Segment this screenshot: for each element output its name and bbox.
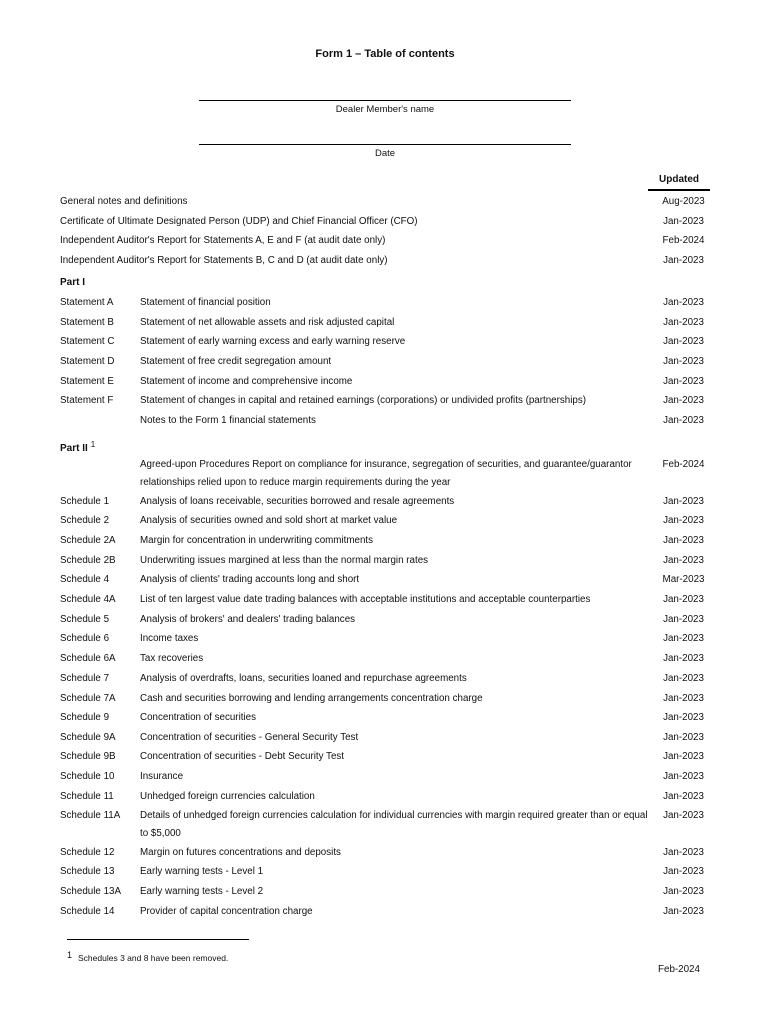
- toc-row-date: Jan-2023: [663, 906, 704, 917]
- toc-row-code: Statement B: [60, 317, 114, 328]
- toc-row-code: Schedule 6A: [60, 653, 116, 664]
- toc-row-code: Schedule 7: [60, 673, 110, 684]
- toc-row-code: Statement F: [60, 395, 114, 406]
- toc-row-date: Jan-2023: [663, 732, 704, 743]
- footer-date: Feb-2024: [658, 964, 700, 975]
- toc-row-date: Jan-2023: [663, 771, 704, 782]
- toc-row-desc: Details of unhedged foreign currencies calculation for individual currencies with margin required greater than or equal to $5,000: [140, 810, 648, 839]
- toc-row-code: Schedule 13A: [60, 886, 122, 897]
- toc-row-desc: Analysis of clients' trading accounts long and short: [140, 574, 360, 585]
- toc-row-date: Jan-2023: [663, 216, 704, 227]
- toc-row-code: Statement A: [60, 297, 114, 308]
- toc-row-date: Feb-2024: [662, 235, 705, 246]
- toc-row-date: Jan-2023: [663, 791, 704, 802]
- toc-row-desc: Unhedged foreign currencies calculation: [140, 791, 315, 802]
- toc-row-date: Jan-2023: [663, 317, 704, 328]
- toc-row-date: Jan-2023: [663, 535, 704, 546]
- toc-row-date: Aug-2023: [662, 196, 705, 207]
- toc-row-date: Jan-2023: [663, 356, 704, 367]
- toc-row-code: Schedule 12: [60, 847, 115, 858]
- toc-row-code: Schedule 11A: [60, 810, 121, 821]
- toc-row-date: Jan-2023: [663, 866, 704, 877]
- toc-row-code: Statement E: [60, 376, 114, 387]
- toc-row-code: Schedule 6: [60, 633, 110, 644]
- footnote-mark: 1: [67, 950, 73, 960]
- toc-row-code: Schedule 1: [60, 496, 110, 507]
- toc-row-text: Independent Auditor's Report for Statements B, C and D (at audit date only): [60, 255, 388, 266]
- toc-row-text: General notes and definitions: [60, 196, 188, 207]
- toc-row-code: Schedule 5: [60, 614, 110, 625]
- toc-row-desc: Margin on futures concentrations and deposits: [140, 847, 341, 858]
- toc-row-date: Jan-2023: [663, 751, 704, 762]
- toc-row-code: Schedule 2B: [60, 555, 116, 566]
- part-1-label: Part I: [60, 277, 86, 288]
- toc-row-date: Jan-2023: [663, 847, 704, 858]
- toc-row-code: Schedule 7A: [60, 693, 116, 704]
- toc-row-date: Jan-2023: [663, 673, 704, 684]
- toc-row-desc: Concentration of securities - Debt Security Test: [140, 751, 345, 762]
- toc-row-desc: Concentration of securities - General Security Test: [140, 732, 359, 743]
- toc-row-date: Jan-2023: [663, 886, 704, 897]
- toc-row-desc: Statement of changes in capital and retained earnings (corporations) or undivided profits (partnerships): [140, 395, 587, 406]
- toc-row-code: Schedule 9A: [60, 732, 116, 743]
- toc-row-code: Schedule 4A: [60, 594, 116, 605]
- toc-row-date: Jan-2023: [663, 415, 704, 426]
- toc-row-date: Jan-2023: [663, 614, 704, 625]
- toc-row-date: Jan-2023: [663, 376, 704, 387]
- toc-row-text: Independent Auditor's Report for Statements A, E and F (at audit date only): [60, 235, 386, 246]
- toc-row-code: Schedule 11: [60, 791, 114, 802]
- toc-row-desc: Concentration of securities: [140, 712, 256, 723]
- toc-row-desc: Early warning tests - Level 2: [140, 886, 264, 897]
- toc-row-code: Schedule 9B: [60, 751, 116, 762]
- toc-row-desc: Analysis of brokers' and dealers' trading balances: [140, 614, 356, 625]
- toc-row-date: Jan-2023: [663, 633, 704, 644]
- date-label: Date: [374, 148, 396, 159]
- toc-row-desc: Margin for concentration in underwriting commitments: [140, 535, 374, 546]
- toc-row-desc: List of ten largest value date trading balances with acceptable institutions and acceptable counterparties: [140, 594, 591, 605]
- footnote-ref: 1: [90, 440, 96, 449]
- toc-row-desc: Early warning tests - Level 1: [140, 866, 264, 877]
- toc-row-desc: Underwriting issues margined at less than the normal margin rates: [140, 555, 429, 566]
- toc-row-desc: Tax recoveries: [140, 653, 204, 664]
- toc-row-desc: Cash and securities borrowing and lending arrangements concentration charge: [140, 693, 483, 704]
- toc-row-desc: Analysis of overdrafts, loans, securities loaned and repurchase agreements: [140, 673, 467, 684]
- toc-row-date: Jan-2023: [663, 255, 704, 266]
- toc-row-code: Schedule 4: [60, 574, 110, 585]
- toc-row-date: Jan-2023: [663, 515, 704, 526]
- toc-row-code: Schedule 2: [60, 515, 110, 526]
- toc-row-code: Schedule 14: [60, 906, 115, 917]
- toc-row-desc: Income taxes: [140, 633, 199, 644]
- updated-column-header: Updated: [648, 174, 710, 191]
- toc-row-date: Jan-2023: [663, 653, 704, 664]
- footnote-separator: [67, 939, 249, 940]
- toc-row-desc: Provider of capital concentration charge: [140, 906, 313, 917]
- footnote: [67, 950, 228, 963]
- toc-row-desc: Insurance: [140, 771, 184, 782]
- toc-row-date: Jan-2023: [663, 555, 704, 566]
- toc-row-date: Jan-2023: [663, 336, 704, 347]
- toc-row-code: Schedule 10: [60, 771, 115, 782]
- toc-row-date: Jan-2023: [663, 810, 704, 821]
- toc-row-code: Schedule 9: [60, 712, 110, 723]
- page-title: Form 1 – Table of contents: [315, 48, 455, 60]
- toc-row-date: Jan-2023: [663, 712, 704, 723]
- toc-row-date: Jan-2023: [663, 395, 704, 406]
- footnote-text: Schedules 3 and 8 have been removed.: [78, 953, 229, 963]
- toc-row-code: Schedule 13: [60, 866, 115, 877]
- part-2-heading: [60, 436, 95, 458]
- part-1-heading: [60, 274, 85, 292]
- toc-row-code: Statement D: [60, 356, 115, 367]
- toc-row-desc: Analysis of securities owned and sold short at market value: [140, 515, 398, 526]
- toc-row-desc: Statement of free credit segregation amount: [140, 356, 332, 367]
- toc-row-date: Jan-2023: [663, 594, 704, 605]
- toc-row-desc: Agreed-upon Procedures Report on compliance for insurance, segregation of securities, and guarantee/guarantor relationships relied upon to reduce margin requirements during the year: [140, 459, 632, 488]
- toc-row-text: Certificate of Ultimate Designated Person (UDP) and Chief Financial Officer (CFO): [60, 216, 418, 227]
- toc-row-date: Feb-2024: [662, 459, 705, 470]
- toc-row-desc: Statement of financial position: [140, 297, 271, 308]
- toc-row-date: Jan-2023: [663, 496, 704, 507]
- date-line: [199, 144, 571, 145]
- toc-row-desc: Statement of early warning excess and early warning reserve: [140, 336, 406, 347]
- toc-row-desc: Notes to the Form 1 financial statements: [140, 415, 316, 426]
- toc-row-code: Schedule 2A: [60, 535, 116, 546]
- toc-row-code: Statement C: [60, 336, 115, 347]
- toc-row-date: Jan-2023: [663, 297, 704, 308]
- dealer-name-line: [199, 100, 571, 101]
- toc-row-desc: Statement of net allowable assets and risk adjusted capital: [140, 317, 395, 328]
- toc-row-date: Jan-2023: [663, 693, 704, 704]
- part-2-label: Part II: [60, 443, 88, 454]
- toc-row-desc: Analysis of loans receivable, securities borrowed and resale agreements: [140, 496, 455, 507]
- toc-row-desc: Statement of income and comprehensive income: [140, 376, 353, 387]
- toc-row-date: Mar-2023: [662, 574, 705, 585]
- dealer-name-label: Dealer Member's name: [335, 104, 435, 115]
